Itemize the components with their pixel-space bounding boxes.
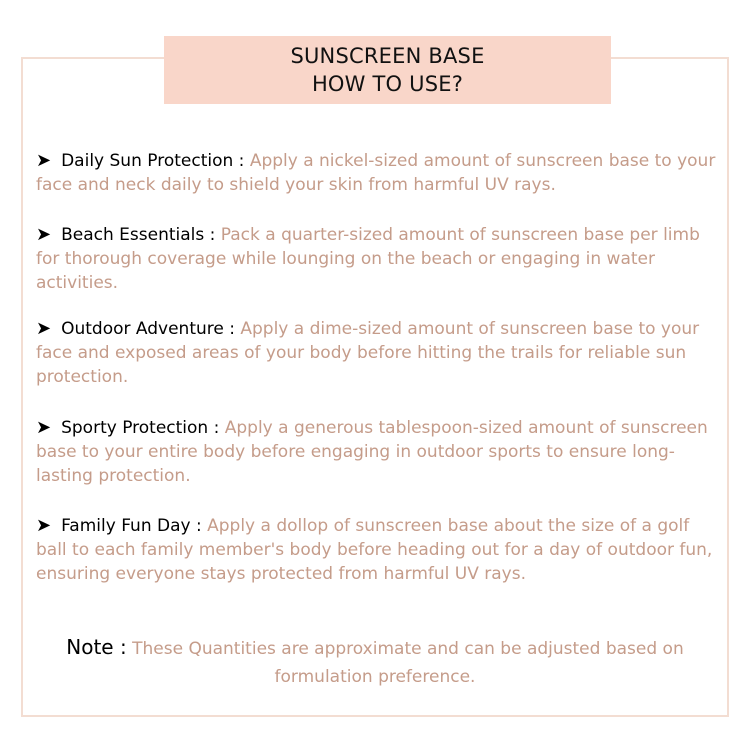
note-text: These Quantities are approximate and can be adjusted based on formulation preference. [132,639,684,687]
arrow-bullet-icon: ➤ [36,224,52,245]
item-description: Apply a dime-sized amount of sunscreen base to your face and exposed areas of your body before hitting the trails for reliable sun protection. [36,319,700,387]
title-line-1: SUNSCREEN BASE [290,44,485,68]
usage-item [36,149,720,197]
item-description: Apply a generous tablespoon-sized amount of sunscreen base to your entire body before engaging in outdoor sports to ensure long-lasting protection. [36,418,708,486]
item-description: Pack a quarter-sized amount of sunscreen base per limb for thorough coverage while lounging on the beach or engaging in water activities. [36,225,700,293]
item-label: Daily Sun Protection : [61,151,245,171]
note [36,633,714,691]
title-line-2: HOW TO USE? [311,72,464,96]
item-label: Sporty Protection : [61,418,220,438]
title-banner [164,36,611,104]
note-label: Note : [66,635,127,659]
usage-item [36,416,720,488]
usage-item [36,223,720,295]
usage-item [36,514,720,586]
item-description: Apply a nickel-sized amount of sunscreen base to your face and neck daily to shield your skin from harmful UV rays. [36,151,716,195]
arrow-bullet-icon: ➤ [36,150,52,171]
arrow-bullet-icon: ➤ [36,417,52,438]
usage-item [36,317,720,389]
item-description: Apply a dollop of sunscreen base about the size of a golf ball to each family member's body before heading out for a day of outdoor fun, ensuring everyone stays protected from harmful UV rays. [36,516,713,584]
item-label: Outdoor Adventure : [61,319,235,339]
arrow-bullet-icon: ➤ [36,318,52,339]
arrow-bullet-icon: ➤ [36,515,52,536]
item-label: Beach Essentials : [61,225,216,245]
item-label: Family Fun Day : [61,516,202,536]
